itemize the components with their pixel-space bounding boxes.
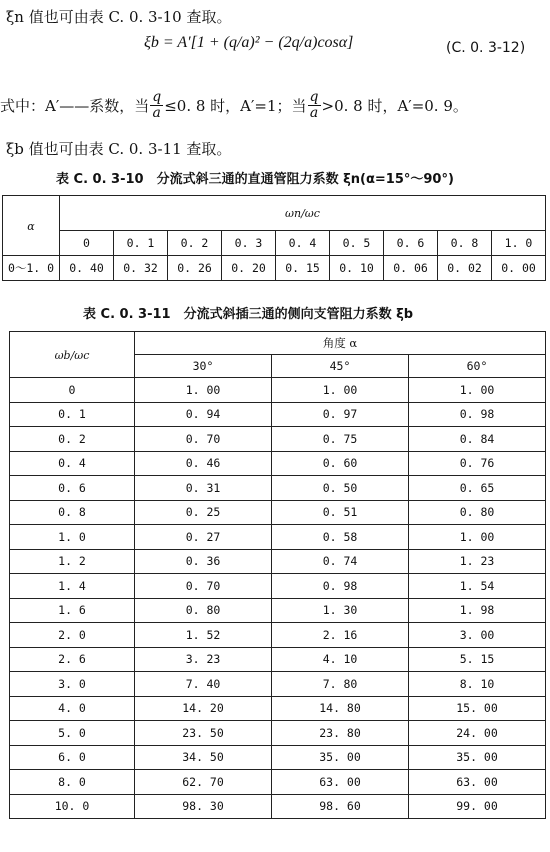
table-cell: 0. 27 <box>135 525 272 550</box>
table-cell: 35. 00 <box>272 745 409 770</box>
table-cell: 98. 30 <box>135 794 272 819</box>
intro-line-4: ξb 值也可由表 C. 0. 3-11 查取。 <box>6 140 232 158</box>
table-cell: 0. 70 <box>135 427 272 452</box>
table-cell: 0. 58 <box>272 525 409 550</box>
column-header: 60° <box>409 355 546 378</box>
table-cell: 7. 40 <box>135 672 272 697</box>
table-cell: 2. 16 <box>272 623 409 648</box>
table-row <box>10 500 546 525</box>
row-header-text: α <box>27 219 35 233</box>
table-cell: 23. 80 <box>272 721 409 746</box>
row-label: 2. 0 <box>10 623 135 648</box>
row-header-wb-wc <box>10 332 135 378</box>
where-clause <box>0 90 468 121</box>
table-row <box>10 574 546 599</box>
table-cell: 62. 70 <box>135 770 272 795</box>
table-cell: 3. 00 <box>409 623 546 648</box>
column-header: 0. 4 <box>276 231 330 256</box>
table-cell: 23. 50 <box>135 721 272 746</box>
column-header: 0. 2 <box>168 231 222 256</box>
table-row <box>10 476 546 501</box>
table-cell: 1. 30 <box>272 598 409 623</box>
intro-line-1: ξn 值也可由表 C. 0. 3-10 查取。 <box>6 8 232 26</box>
table-cell: 3. 23 <box>135 647 272 672</box>
column-header: 0 <box>60 231 114 256</box>
table-row <box>10 427 546 452</box>
table-row <box>10 794 546 819</box>
table-cell: 0. 02 <box>438 256 492 281</box>
table-row <box>10 451 546 476</box>
table-cell: 0. 00 <box>492 256 546 281</box>
table-cell: 98. 60 <box>272 794 409 819</box>
table-cell: 1. 98 <box>409 598 546 623</box>
table-cell: 0. 26 <box>168 256 222 281</box>
table-cell: 34. 50 <box>135 745 272 770</box>
table-cell: 0. 50 <box>272 476 409 501</box>
row-label: 2. 6 <box>10 647 135 672</box>
q-over-a-fraction-1 <box>150 90 163 121</box>
table-cell: 4. 10 <box>272 647 409 672</box>
row-label: 4. 0 <box>10 696 135 721</box>
table-cell: 1. 00 <box>135 378 272 403</box>
table-row <box>10 378 546 403</box>
table-cell: 0. 98 <box>272 574 409 599</box>
table-cell: 1. 00 <box>409 378 546 403</box>
row-label: 0. 2 <box>10 427 135 452</box>
table-cell: 0. 46 <box>135 451 272 476</box>
table-cell: 1. 54 <box>409 574 546 599</box>
row-label: 0. 4 <box>10 451 135 476</box>
table-cell: 1. 00 <box>272 378 409 403</box>
row-label: 1. 6 <box>10 598 135 623</box>
table-row <box>10 598 546 623</box>
table-cell: 14. 20 <box>135 696 272 721</box>
column-header: 0. 1 <box>114 231 168 256</box>
table-cell: 0. 98 <box>409 402 546 427</box>
table-cell: 1. 23 <box>409 549 546 574</box>
table1-caption: 表 C. 0. 3-10 分流式斜三通的直通管阻力系数 ξn(α=15°～90°) <box>56 172 454 187</box>
table-cell: 0. 32 <box>114 256 168 281</box>
table-cell: 0. 80 <box>409 500 546 525</box>
row-label: 6. 0 <box>10 745 135 770</box>
fraction-numerator: q <box>152 89 162 105</box>
row-label: 0. 1 <box>10 402 135 427</box>
table-cell: 0. 65 <box>409 476 546 501</box>
row-label: 5. 0 <box>10 721 135 746</box>
where-part-b: ≤0. 8 时，A′=1；当 <box>164 97 307 115</box>
table-cell: 24. 00 <box>409 721 546 746</box>
table-cell: 0. 51 <box>272 500 409 525</box>
q-over-a-fraction-2 <box>308 90 321 121</box>
table-row <box>10 770 546 795</box>
table-cell: 0. 76 <box>409 451 546 476</box>
table-cell: 99. 00 <box>409 794 546 819</box>
column-header: 0. 8 <box>438 231 492 256</box>
table-row <box>10 672 546 697</box>
table-cell: 7. 80 <box>272 672 409 697</box>
table-cell: 0. 84 <box>409 427 546 452</box>
table-row <box>10 623 546 648</box>
table-cell: 0. 20 <box>222 256 276 281</box>
table-cell: 0. 10 <box>330 256 384 281</box>
table-cell: 5. 15 <box>409 647 546 672</box>
table-cell: 0. 15 <box>276 256 330 281</box>
table-cell: 0. 60 <box>272 451 409 476</box>
row-header-text: ωb/ωc <box>54 348 90 362</box>
column-header: 30° <box>135 355 272 378</box>
row-label: 0. 8 <box>10 500 135 525</box>
table-cell: 0. 40 <box>60 256 114 281</box>
column-header: 45° <box>272 355 409 378</box>
table-cell: 0. 97 <box>272 402 409 427</box>
table-row <box>10 721 546 746</box>
fraction-denominator: a <box>309 105 319 121</box>
group-header-wn-wc <box>60 196 546 231</box>
table-cell: 0. 94 <box>135 402 272 427</box>
row-label: 1. 0 <box>10 525 135 550</box>
table-cell: 0. 25 <box>135 500 272 525</box>
table-cell: 8. 10 <box>409 672 546 697</box>
table-row <box>10 696 546 721</box>
table-row <box>10 647 546 672</box>
equation-number: (C. 0. 3-12) <box>446 40 526 56</box>
fraction-numerator: q <box>309 89 319 105</box>
table-cell: 0. 06 <box>384 256 438 281</box>
column-header: 1. 0 <box>492 231 546 256</box>
formula-text: ξb = A′[1 + (q/a)² − (2q/a)cosα] <box>144 34 354 51</box>
table-row <box>10 549 546 574</box>
table-cell: 0. 75 <box>272 427 409 452</box>
table-cell: 0. 80 <box>135 598 272 623</box>
table-row <box>10 525 546 550</box>
table-cell: 0. 36 <box>135 549 272 574</box>
row-label: 0. 6 <box>10 476 135 501</box>
table-cell: 15. 00 <box>409 696 546 721</box>
row-header-alpha <box>3 196 60 256</box>
table-cell: 0. 31 <box>135 476 272 501</box>
column-header: 0. 6 <box>384 231 438 256</box>
row-label: 8. 0 <box>10 770 135 795</box>
table-c0310 <box>2 195 546 281</box>
table-cell: 0. 74 <box>272 549 409 574</box>
fraction-denominator: a <box>152 105 161 121</box>
where-part-c: >0. 8 时，A′=0. 9。 <box>321 97 468 115</box>
group-header-text: ωn/ωc <box>285 207 320 220</box>
group-header-text: 角度 α <box>322 336 358 350</box>
formula-c0312 <box>144 34 353 52</box>
table-row <box>10 745 546 770</box>
row-label: 10. 0 <box>10 794 135 819</box>
table-cell: 0. 70 <box>135 574 272 599</box>
table-row <box>10 402 546 427</box>
table-cell: 14. 80 <box>272 696 409 721</box>
table-cell: 63. 00 <box>409 770 546 795</box>
table-cell: 1. 52 <box>135 623 272 648</box>
row-label: 0 <box>10 378 135 403</box>
column-header: 0. 3 <box>222 231 276 256</box>
row-label: 3. 0 <box>10 672 135 697</box>
row-label: 1. 4 <box>10 574 135 599</box>
table2-caption: 表 C. 0. 3-11 分流式斜插三通的侧向支管阻力系数 ξb <box>83 307 414 322</box>
row-label: 0～1. 0 <box>3 256 60 281</box>
table-cell: 35. 00 <box>409 745 546 770</box>
row-label: 1. 2 <box>10 549 135 574</box>
column-header: 0. 5 <box>330 231 384 256</box>
table-cell: 63. 00 <box>272 770 409 795</box>
where-part-a: 式中：A′——系数，当 <box>0 97 150 115</box>
table-c0311 <box>9 331 546 819</box>
table-cell: 1. 00 <box>409 525 546 550</box>
group-header-angle <box>135 332 546 355</box>
